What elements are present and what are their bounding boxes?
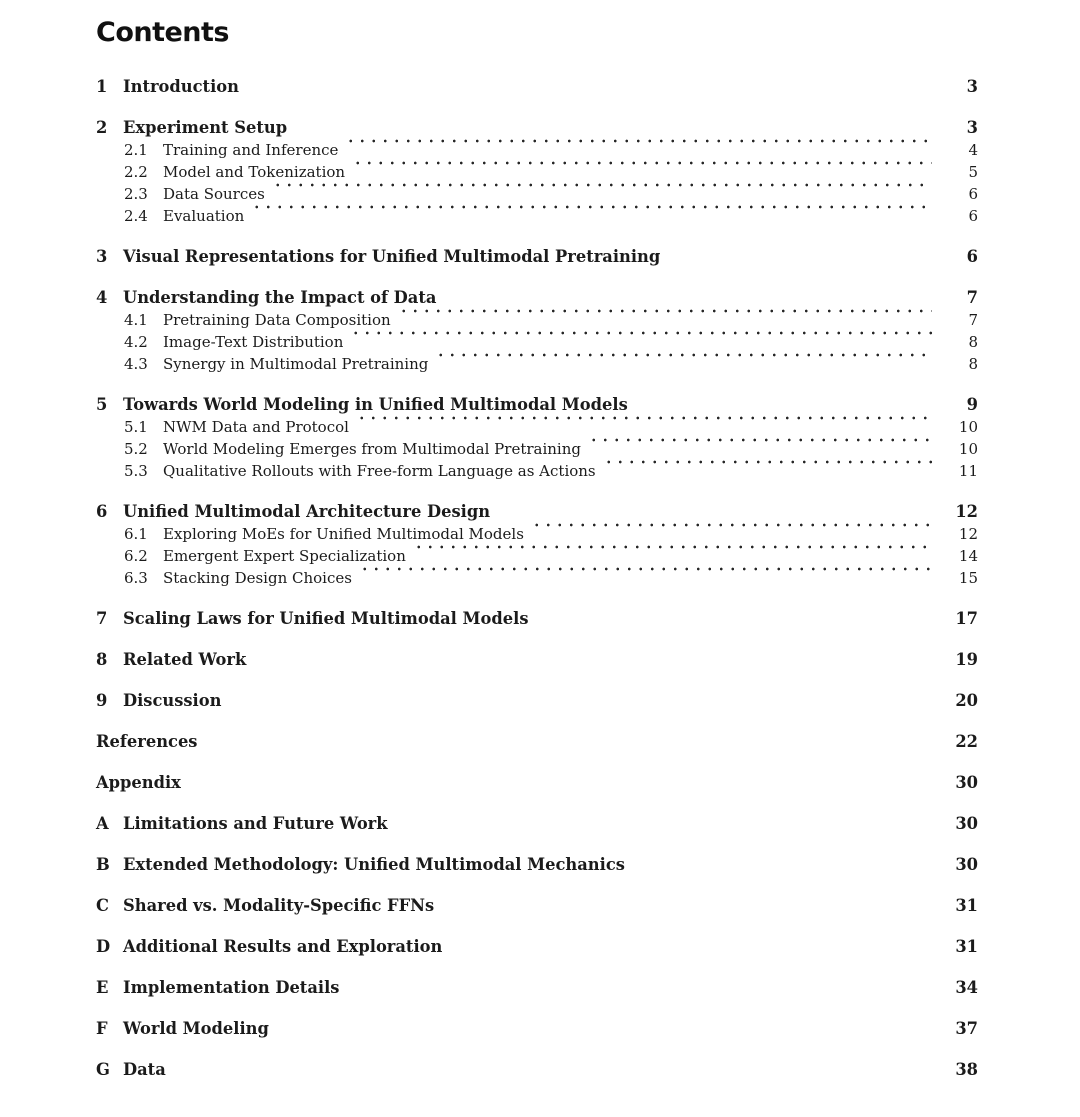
- dot-leader: [350, 331, 932, 353]
- toc-entry-label: Pretraining Data Composition: [163, 311, 391, 329]
- toc-entry-label: Extended Methodology: Unified Multimodal Mechanics: [123, 855, 625, 874]
- toc-subsection-entry[interactable]: [96, 161, 978, 183]
- toc-entry-label: Evaluation: [163, 207, 245, 225]
- toc-entry-label: World Modeling Emerges from Multimodal Pretraining: [163, 440, 581, 458]
- toc-entry-label: World Modeling: [123, 1019, 269, 1038]
- toc-section-entry[interactable]: [96, 977, 978, 999]
- toc-subsection-entry[interactable]: [96, 460, 978, 482]
- toc-entry-number: 6.3: [124, 569, 148, 587]
- toc-entry-page-number: 6: [968, 185, 978, 203]
- toc-entry-page-number: 8: [968, 333, 978, 351]
- toc-section-entry[interactable]: [96, 731, 978, 753]
- dot-leader: [435, 353, 932, 375]
- toc-entry-number: E: [96, 978, 109, 997]
- toc-entry-page-number: 3: [966, 118, 978, 137]
- toc-entry-label: Additional Results and Exploration: [123, 937, 443, 956]
- toc-section-entry[interactable]: [96, 1018, 978, 1040]
- toc-subsection-entry[interactable]: [96, 205, 978, 227]
- toc-section-entry[interactable]: [96, 936, 978, 958]
- toc-subsection-entry[interactable]: [96, 567, 978, 589]
- dot-leader: [345, 139, 932, 161]
- toc-subsection-entry[interactable]: [96, 545, 978, 567]
- toc-entry-number: 2.1: [124, 141, 148, 159]
- toc-entry-number: 6.1: [124, 525, 148, 543]
- toc-entry-page-number: 6: [966, 247, 978, 266]
- toc-entry-page-number: 11: [958, 462, 978, 480]
- toc-entry-page-number: 34: [955, 978, 978, 997]
- toc-entry-number: 2.4: [124, 207, 148, 225]
- toc-section-entry[interactable]: [96, 1059, 978, 1081]
- toc-entry-page-number: 20: [955, 691, 978, 710]
- toc-entry-number: 7: [96, 609, 108, 628]
- toc-entry-label: Towards World Modeling in Unified Multimodal Models: [123, 395, 628, 414]
- toc-entry-label: Model and Tokenization: [163, 163, 346, 181]
- toc-entry-page-number: 31: [955, 937, 978, 956]
- toc-entry-label: Unified Multimodal Architecture Design: [123, 502, 491, 521]
- toc-entry-number: 6: [96, 502, 108, 521]
- toc-entry-page-number: 30: [955, 773, 978, 792]
- toc-list: [96, 76, 978, 1081]
- dot-leader: [272, 183, 932, 205]
- toc-entry-number: 5: [96, 395, 108, 414]
- toc-entry-number: C: [96, 896, 109, 915]
- toc-entry-label: Related Work: [123, 650, 247, 669]
- toc-entry-number: B: [96, 855, 110, 874]
- toc-entry-number: 9: [96, 691, 108, 710]
- toc-entry-label: Qualitative Rollouts with Free-form Language as Actions: [163, 462, 596, 480]
- toc-subsection-entry[interactable]: [96, 438, 978, 460]
- toc-entry-page-number: 7: [966, 288, 978, 307]
- toc-entry-number: 5.3: [124, 462, 148, 480]
- toc-entry-page-number: 12: [955, 502, 978, 521]
- toc-section-entry[interactable]: [96, 501, 978, 523]
- toc-entry-page-number: 3: [966, 77, 978, 96]
- toc-entry-number: A: [96, 814, 109, 833]
- toc-entry-page-number: 5: [968, 163, 978, 181]
- toc-entry-page-number: 19: [955, 650, 978, 669]
- toc-entry-page-number: 10: [958, 440, 978, 458]
- toc-entry-number: 5.2: [124, 440, 148, 458]
- toc-entry-number: 4.3: [124, 355, 148, 373]
- toc-section-entry[interactable]: [96, 117, 978, 139]
- toc-entry-label: Shared vs. Modality-Specific FFNs: [123, 896, 435, 915]
- toc-entry-number: 8: [96, 650, 108, 669]
- toc-entry-number: 4.1: [124, 311, 148, 329]
- toc-subsection-entry[interactable]: [96, 309, 978, 331]
- toc-section-entry[interactable]: [96, 246, 978, 268]
- toc-entry-page-number: 14: [958, 547, 978, 565]
- dot-leader: [588, 438, 932, 460]
- toc-entry-label: Stacking Design Choices: [163, 569, 352, 587]
- toc-entry-number: F: [96, 1019, 108, 1038]
- toc-section-entry[interactable]: [96, 690, 978, 712]
- toc-subsection-entry[interactable]: [96, 139, 978, 161]
- toc-entry-page-number: 15: [958, 569, 978, 587]
- toc-entry-page-number: 12: [958, 525, 978, 543]
- toc-subsection-entry[interactable]: [96, 331, 978, 353]
- dot-leader: [356, 416, 932, 438]
- toc-section-entry[interactable]: [96, 813, 978, 835]
- toc-section-entry[interactable]: [96, 608, 978, 630]
- toc-entry-label: Training and Inference: [163, 141, 339, 159]
- dot-leader: [413, 545, 932, 567]
- toc-entry-page-number: 9: [966, 395, 978, 414]
- toc-entry-number: 2.2: [124, 163, 148, 181]
- toc-section-entry[interactable]: [96, 76, 978, 98]
- toc-entry-label: Appendix: [96, 773, 181, 792]
- toc-entry-page-number: 10: [958, 418, 978, 436]
- toc-section-entry[interactable]: [96, 287, 978, 309]
- toc-subsection-entry[interactable]: [96, 416, 978, 438]
- toc-entry-page-number: 22: [955, 732, 978, 751]
- toc-entry-label: NWM Data and Protocol: [163, 418, 349, 436]
- dot-leader: [359, 567, 932, 589]
- toc-entry-page-number: 4: [968, 141, 978, 159]
- toc-entry-label: Introduction: [123, 77, 239, 96]
- toc-entry-page-number: 38: [955, 1060, 978, 1079]
- toc-entry-number: 1: [96, 77, 108, 96]
- toc-entry-page-number: 6: [968, 207, 978, 225]
- toc-section-entry[interactable]: [96, 394, 978, 416]
- toc-entry-number: 6.2: [124, 547, 148, 565]
- dot-leader: [531, 523, 932, 545]
- toc-entry-number: 2: [96, 118, 108, 137]
- toc-subsection-entry[interactable]: [96, 183, 978, 205]
- dot-leader: [251, 205, 932, 227]
- toc-entry-label: Exploring MoEs for Unified Multimodal Models: [163, 525, 524, 543]
- toc-subsection-entry[interactable]: [96, 523, 978, 545]
- toc-entry-label: Limitations and Future Work: [123, 814, 388, 833]
- toc-entry-label: References: [96, 732, 198, 751]
- toc-entry-page-number: 31: [955, 896, 978, 915]
- toc-entry-page-number: 37: [955, 1019, 978, 1038]
- toc-entry-label: Implementation Details: [123, 978, 340, 997]
- toc-entry-label: Emergent Expert Specialization: [163, 547, 406, 565]
- toc-entry-page-number: 30: [955, 855, 978, 874]
- toc-entry-page-number: 8: [968, 355, 978, 373]
- toc-entry-number: G: [96, 1060, 110, 1079]
- toc-entry-label: Image-Text Distribution: [163, 333, 344, 351]
- toc-entry-label: Discussion: [123, 691, 222, 710]
- toc-entry-number: 4: [96, 288, 108, 307]
- toc-entry-page-number: 30: [955, 814, 978, 833]
- toc-section-entry[interactable]: [96, 649, 978, 671]
- toc-entry-page-number: 17: [955, 609, 978, 628]
- toc-entry-label: Experiment Setup: [123, 118, 288, 137]
- toc-entry-number: D: [96, 937, 111, 956]
- toc-entry-number: 5.1: [124, 418, 148, 436]
- toc-entry-page-number: 7: [968, 311, 978, 329]
- toc-entry-label: Data Sources: [163, 185, 265, 203]
- dot-leader: [352, 161, 932, 183]
- toc-section-entry[interactable]: [96, 772, 978, 794]
- toc-entry-label: Synergy in Multimodal Pretraining: [163, 355, 429, 373]
- dot-leader: [603, 460, 932, 482]
- toc-entry-label: Data: [123, 1060, 166, 1079]
- toc-entry-number: 4.2: [124, 333, 148, 351]
- toc-entry-label: Understanding the Impact of Data: [123, 288, 437, 307]
- toc-entry-number: 2.3: [124, 185, 148, 203]
- toc-subsection-entry[interactable]: [96, 353, 978, 375]
- toc-entry-label: Scaling Laws for Unified Multimodal Models: [123, 609, 529, 628]
- contents-heading: Contents: [96, 17, 230, 48]
- toc-section-entry[interactable]: [96, 895, 978, 917]
- toc-entry-number: 3: [96, 247, 108, 266]
- toc-entry-label: Visual Representations for Unified Multimodal Pretraining: [123, 247, 661, 266]
- toc-section-entry[interactable]: [96, 854, 978, 876]
- dot-leader: [398, 309, 932, 331]
